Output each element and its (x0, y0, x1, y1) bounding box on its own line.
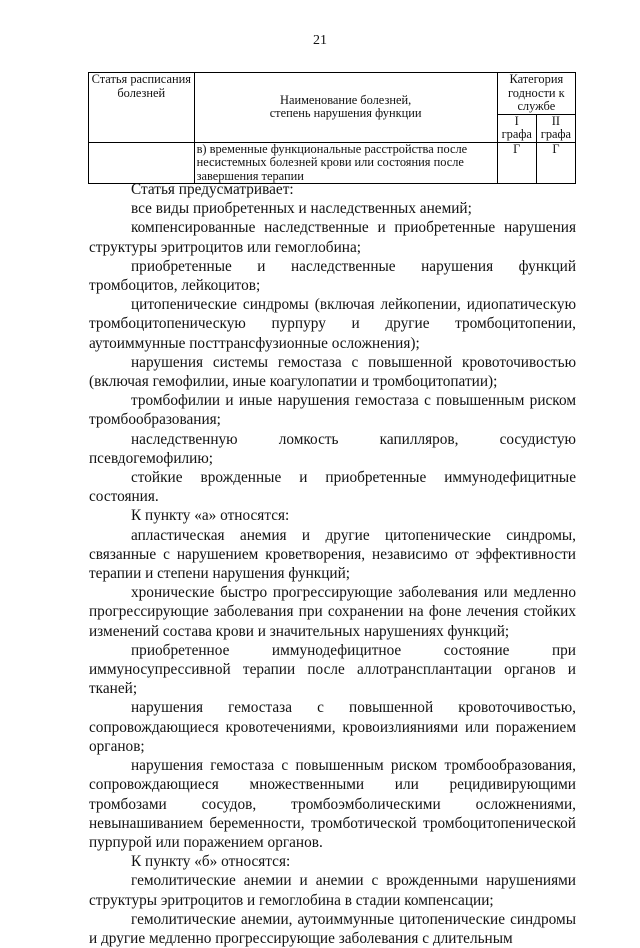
paragraph: Статья предусматривает: (131, 181, 294, 198)
paragraph: К пункту «а» относятся: (131, 507, 290, 525)
paragraph: все виды приобретенных и наследственных анемий; (131, 200, 472, 218)
paragraph: наследственную ломкость капилляров, сосудистую псевдогемофилию; (89, 430, 576, 467)
paragraph: апластическая анемия и другие цитопенические синдромы, связанные с нарушением кроветворения, независимо от эффективности терапии и степени нарушения функций; (89, 526, 576, 583)
table-row (89, 142, 576, 184)
header-disease-name (194, 73, 497, 143)
page-number: 21 (313, 33, 327, 48)
row-disease-name: в) временные функциональные расстройства после несистемных болезней крови или состояния после завершения терапии (194, 142, 497, 184)
paragraph: гемолитические анемии, аутоиммунные цитопенические синдромы и другие медленно прогрессирующие заболевания с длительным (89, 910, 576, 947)
table-header-row (89, 73, 576, 115)
paragraph: компенсированные наследственные и приобретенные нарушения структуры эритроцитов или гемоглобина; (89, 219, 576, 256)
header-column-2: II графа (536, 114, 575, 142)
header-fitness-category: Категория годности к службе (497, 73, 575, 115)
paragraph: цитопенические синдромы (включая лейкопении, идиопатическую тромбоцитопеническую пурпуру и другие тромбоцитопении, аутоиммунные посттрансфузионные осложнения); (89, 296, 576, 352)
document-body (89, 180, 576, 948)
header-article: Статья расписания болезней (89, 73, 195, 143)
paragraph: К пункту «б» относятся: (131, 853, 291, 871)
paragraph: нарушения гемостаза с повышенной кровоточивостью, сопровождающиеся кровотечениями, кровоизлияниями или поражением органов; (89, 699, 576, 755)
paragraph: гемолитические анемии и анемии с врожденными нарушениями структуры эритроцитов и гемоглобина в стадии компенсации; (89, 872, 576, 909)
paragraph: нарушения системы гемостаза с повышенной кровоточивостью (включая гемофилии, иные коагулопатии и тромбоцитопатии); (89, 353, 576, 391)
paragraph: хронические быстро прогрессирующие заболевания или медленно прогрессирующие заболевания при сохранении на фоне лечения стойких изменений состава крови и значительных нарушениях функций; (89, 584, 576, 640)
disease-table (88, 72, 576, 184)
paragraph: приобретенное иммунодефицитное состояние при иммуносупрессивной терапии после аллотрансплантации органов и тканей; (89, 641, 576, 698)
paragraph: приобретенные и наследственные нарушения функций тромбоцитов, лейкоцитов; (89, 257, 576, 295)
row-article (89, 142, 195, 184)
row-category-1: Г (497, 142, 536, 184)
paragraph: нарушения гемостаза с повышенным риском тромбообразования, сопровождающиеся множественными или рецидивирующими тромбозами сосудов, тромбоэмболическими осложнениями, невынашиванием беременности, тромботической тромбоцитопенической пурпурой или поражением органов. (89, 757, 576, 851)
paragraph: тромбофилии и иные нарушения гемостаза с повышенным риском тромбообразования; (89, 392, 576, 429)
paragraph: стойкие врожденные и приобретенные иммунодефицитные состояния. (89, 469, 576, 506)
row-category-2: Г (536, 142, 575, 184)
header-column-1: I графа (497, 114, 536, 142)
header-disease-name-line1: Наименование болезней, (280, 92, 412, 107)
header-disease-name-line2: степень нарушения функции (269, 106, 422, 121)
